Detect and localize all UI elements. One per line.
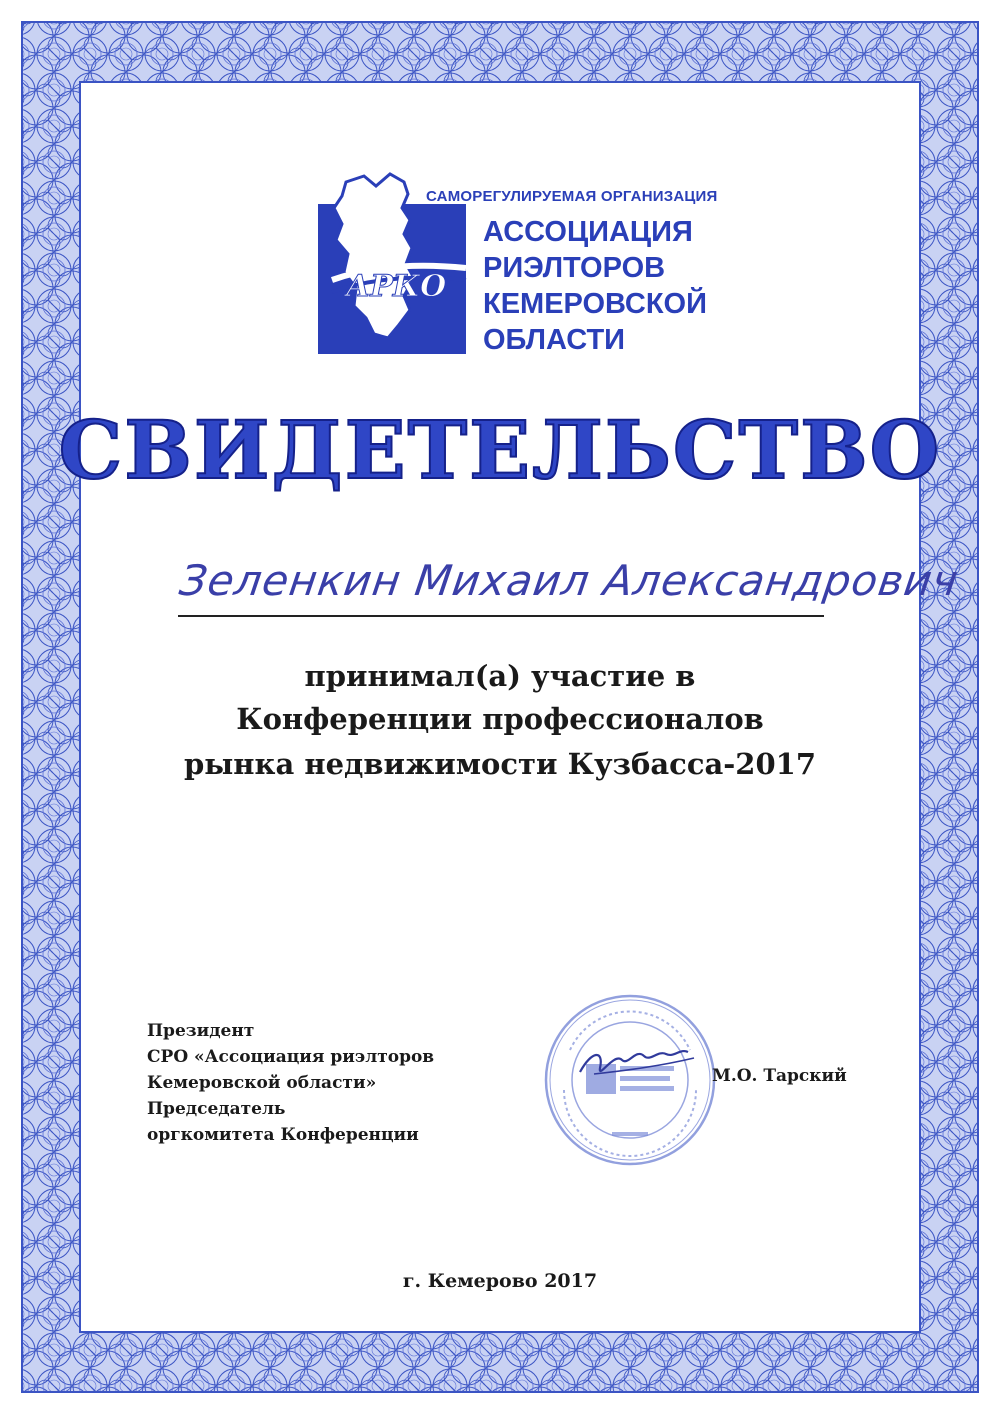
signatory-title bbox=[147, 1018, 434, 1148]
organization-name-line-2: РИЭЛТОРОВ bbox=[483, 252, 666, 284]
place-and-year: г. Кемерово 2017 bbox=[402, 1270, 598, 1292]
signatory-title-line: СРО «Ассоциация риэлторов bbox=[147, 1047, 435, 1067]
organization-type: САМОРЕГУЛИРУЕМАЯ ОРГАНИЗАЦИЯ bbox=[426, 188, 718, 205]
organization-name-line-1: АССОЦИАЦИЯ bbox=[483, 216, 693, 248]
recipient-name: Зеленкин Михаил Александрович bbox=[176, 556, 962, 605]
signatory-title-line: оргкомитета Конференции bbox=[147, 1125, 419, 1145]
official-stamp bbox=[540, 990, 720, 1170]
signatory-title-line: Кемеровской области» bbox=[147, 1073, 377, 1093]
logo-text: АРКО bbox=[345, 269, 447, 304]
signatory-name: М.О. Тарский bbox=[712, 1066, 847, 1086]
organization-name-line-3: КЕМЕРОВСКОЙ bbox=[483, 288, 707, 320]
certificate-title: СВИДЕТЕЛЬСТВО bbox=[58, 403, 942, 497]
body-line-3: рынка недвижимости Кузбасса-2017 bbox=[183, 747, 817, 781]
recipient-underline bbox=[178, 615, 824, 617]
signatory-title-line: Президент bbox=[147, 1021, 255, 1041]
body-line-2: Конференции профессионалов bbox=[236, 702, 764, 736]
organization-name-line-4: ОБЛАСТИ bbox=[483, 324, 626, 356]
body-line-1: принимал(а) участие в bbox=[304, 659, 696, 693]
signatory-title-line: Председатель bbox=[147, 1099, 286, 1119]
organization-logo bbox=[318, 168, 718, 358]
